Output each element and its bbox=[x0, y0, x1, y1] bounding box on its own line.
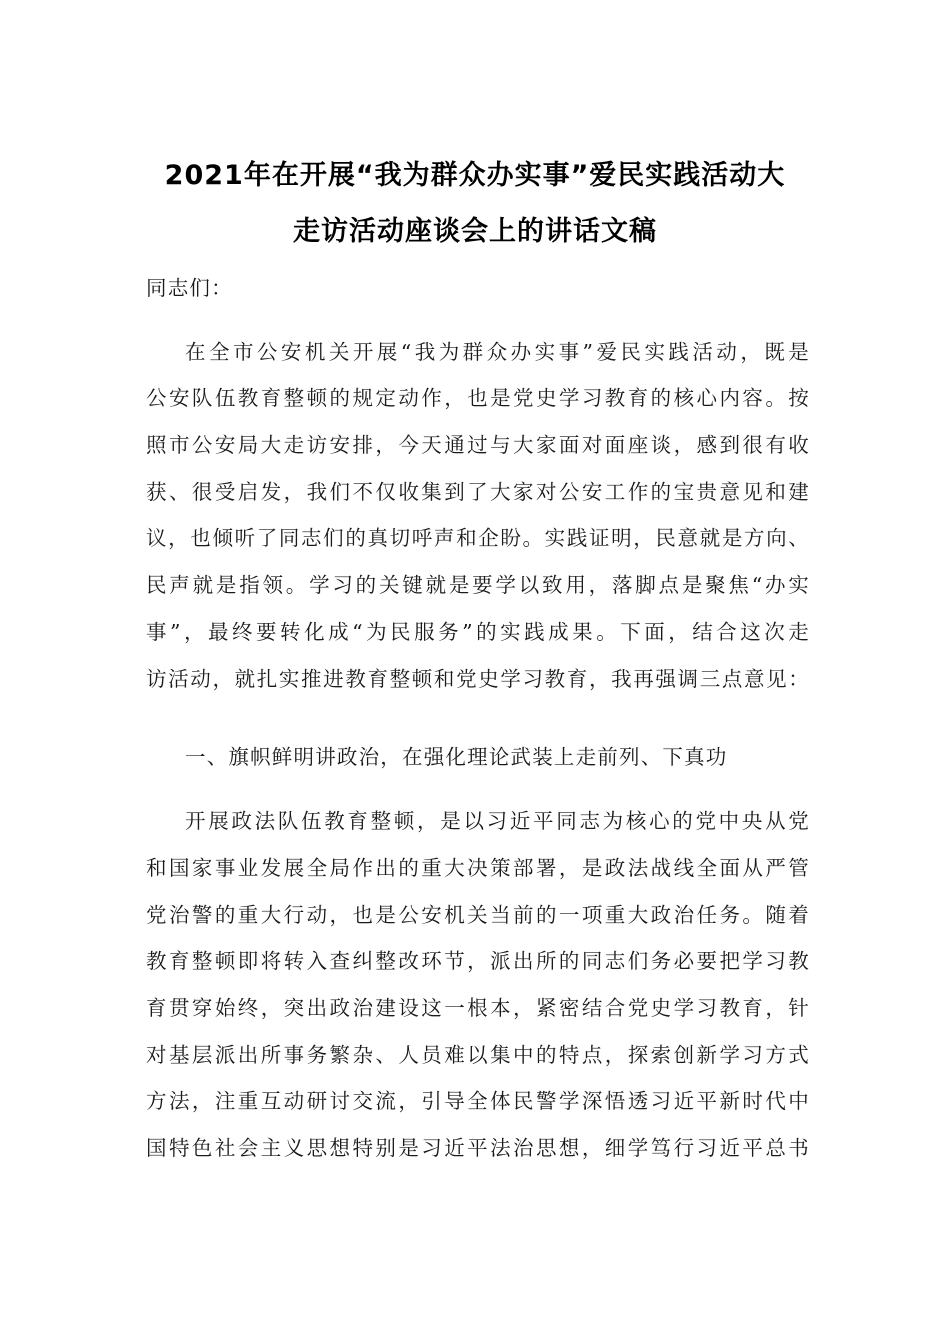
paragraph-1-line: 议，也倾听了同志们的真切呼声和企盼。实践证明，民意就是方向、 bbox=[146, 526, 810, 550]
paragraph-2-line: 国特色社会主义思想特别是习近平法治思想，细学笃行习近平总书 bbox=[146, 1136, 810, 1160]
paragraph-1-line: 照市公安局大走访安排，今天通过与大家面对面座谈，感到很有收 bbox=[146, 433, 810, 457]
paragraph-2-line: 开展政法队伍教育整顿，是以习近平同志为核心的党中央从党 bbox=[185, 809, 810, 833]
paragraph-2-line: 教育整顿即将转入查纠整改环节，派出所的同志们务必要把学习教 bbox=[146, 949, 810, 973]
paragraph-2-line: 党治警的重大行动，也是公安机关当前的一项重大政治任务。随着 bbox=[146, 903, 810, 927]
salutation: 同志们： bbox=[146, 276, 233, 300]
paragraph-1-line: 公安队伍教育整顿的规定动作，也是党史学习教育的核心内容。按 bbox=[146, 386, 810, 410]
document-title-line-2: 走访活动座谈会上的讲话文稿 bbox=[293, 216, 657, 247]
document-title-line-1: 2021年在开展“我为群众办实事”爱民实践活动大 bbox=[164, 160, 786, 191]
paragraph-2-line: 对基层派出所事务繁杂、人员难以集中的特点，探索创新学习方式 bbox=[146, 1043, 810, 1067]
paragraph-1-line: 在全市公安机关开展“我为群众办实事”爱民实践活动，既是 bbox=[185, 340, 810, 364]
paragraph-1-line: 获、很受启发，我们不仅收集到了大家对公安工作的宝贵意见和建 bbox=[146, 480, 810, 504]
section-heading-1: 一、旗帜鲜明讲政治，在强化理论武装上走前列、下真功 bbox=[185, 745, 728, 769]
paragraph-2-line: 育贯穿始终，突出政治建设这一根本，紧密结合党史学习教育，针 bbox=[146, 996, 810, 1020]
paragraph-2-line: 和国家事业发展全局作出的重大决策部署，是政法战线全面从严管 bbox=[146, 856, 810, 880]
paragraph-2-line: 方法，注重互动研讨交流，引导全体民警学深悟透习近平新时代中 bbox=[146, 1089, 810, 1113]
paragraph-1-line: 访活动，就扎实推进教育整顿和党史学习教育，我再强调三点意见： bbox=[146, 667, 810, 691]
paragraph-1-line: 事”，最终要转化成“为民服务”的实践成果。下面，结合这次走 bbox=[146, 620, 810, 644]
paragraph-1-line: 民声就是指领。学习的关键就是要学以致用，落脚点是聚焦“办实 bbox=[146, 573, 810, 597]
